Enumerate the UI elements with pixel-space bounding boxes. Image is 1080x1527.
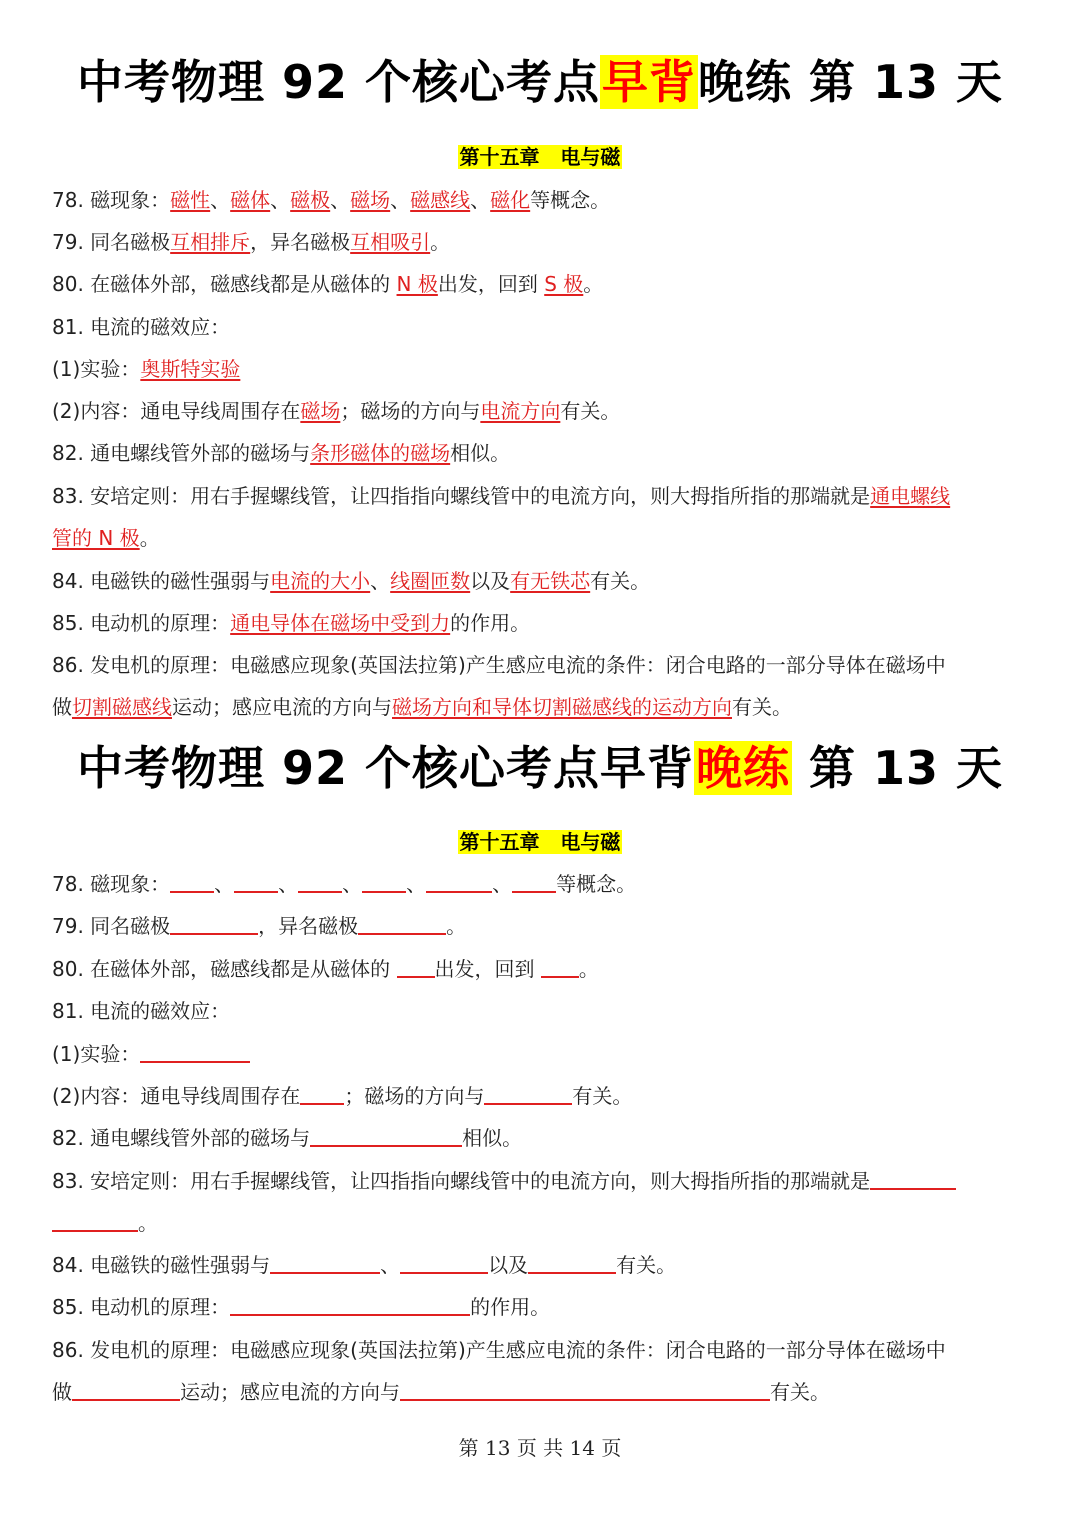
item-81: 81. 电流的磁效应： [52,315,231,339]
blank-81-2: (2)内容：通电导线周围存在 ；磁场的方向与 有关。 [52,1081,632,1111]
answer-blank[interactable] [541,954,579,978]
item-83-cont: 管的 N 极。 [52,526,160,550]
item-81-2: (2)内容：通电导线周围存在磁场；磁场的方向与电流方向有关。 [52,399,621,423]
item-85: 85. 电动机的原理：通电导体在磁场中受到力的作用。 [52,611,531,635]
answer-blank[interactable] [234,869,278,893]
blank-81: 81. 电流的磁效应： [52,999,231,1023]
answer-blank[interactable] [362,869,406,893]
title-text: 中考物理 92 个核心考点 [76,55,600,109]
page-title [0,50,1080,114]
item-83: 83. 安培定则：用右手握螺线管，让四指指向螺线管中的电流方向，则大拇指所指的那端就是通电螺线 [52,484,951,508]
answer-blank[interactable] [270,1250,380,1274]
blank-80: 80. 在磁体外部，磁感线都是从磁体的 出发，回到 。 [52,954,599,984]
title-text-tail: 第 13 天 [791,741,1004,795]
chapter-heading-practice: 第十五章 电与磁 [459,830,621,854]
answer-blank[interactable] [310,1123,462,1147]
answer-blank[interactable] [870,1166,956,1190]
title-highlight: 早背 [601,55,696,109]
blank-84: 84. 电磁铁的磁性强弱与 、 以及 有关。 [52,1250,676,1280]
answer-blank[interactable] [512,869,556,893]
answer-blank[interactable] [484,1081,572,1105]
answer-blank[interactable] [230,1292,470,1316]
blank-83: 83. 安培定则：用右手握螺线管，让四指指向螺线管中的电流方向，则大拇指所指的那端就是 [52,1166,956,1196]
item-81-1: (1)实验：奥斯特实验 [52,357,241,381]
answer-blank[interactable] [52,1208,138,1232]
answer-blank[interactable] [400,1377,770,1401]
blank-79: 79. 同名磁极 ，异名磁极 。 [52,911,466,941]
item-79: 79. 同名磁极互相排斥，异名磁极互相吸引。 [52,230,451,254]
page-title-practice [0,736,1080,800]
page-footer: 第 13 页 共 14 页 [458,1436,622,1460]
blank-85: 85. 电动机的原理： 的作用。 [52,1292,550,1322]
item-82: 82. 通电螺线管外部的磁场与条形磁体的磁场相似。 [52,441,511,465]
item-86-cont: 做切割磁感线运动；感应电流的方向与磁场方向和导体切割磁感线的运动方向有关。 [52,695,792,719]
chapter-heading: 第十五章 电与磁 [459,145,621,169]
answer-blank[interactable] [528,1250,616,1274]
blank-81-1: (1)实验： [52,1039,250,1069]
item-78: 78. 磁现象：磁性、磁体、磁极、磁场、磁感线、磁化等概念。 [52,188,611,212]
title-highlight: 晚练 [695,741,790,795]
blank-86: 86. 发电机的原理：电磁感应现象(英国法拉第)产生感应电流的条件：闭合电路的一部分导体在磁场中 [52,1338,946,1362]
answer-blank[interactable] [358,911,446,935]
title-text: 中考物理 92 个核心考点早背 [76,741,694,795]
blank-82: 82. 通电螺线管外部的磁场与 相似。 [52,1123,522,1153]
answer-blank[interactable] [426,869,492,893]
answer-blank[interactable] [170,869,214,893]
blank-86-cont: 做 运动；感应电流的方向与 有关。 [52,1377,830,1407]
answer-blank[interactable] [140,1039,250,1063]
answer-blank[interactable] [170,911,258,935]
blank-83-cont: 。 [52,1208,158,1238]
item-84: 84. 电磁铁的磁性强弱与电流的大小、线圈匝数以及有无铁芯有关。 [52,569,651,593]
title-text-tail: 晚练 第 13 天 [697,55,1004,109]
blank-78: 78. 磁现象： 、 、 、 、 、 等概念。 [52,869,636,899]
item-80: 80. 在磁体外部，磁感线都是从磁体的 N 极出发，回到 S 极。 [52,272,604,296]
item-86: 86. 发电机的原理：电磁感应现象(英国法拉第)产生感应电流的条件：闭合电路的一部分导体在磁场中 [52,653,946,677]
answer-blank[interactable] [400,1250,488,1274]
answer-blank[interactable] [72,1377,180,1401]
answer-blank[interactable] [300,1081,344,1105]
answer-blank[interactable] [397,954,435,978]
answer-blank[interactable] [298,869,342,893]
